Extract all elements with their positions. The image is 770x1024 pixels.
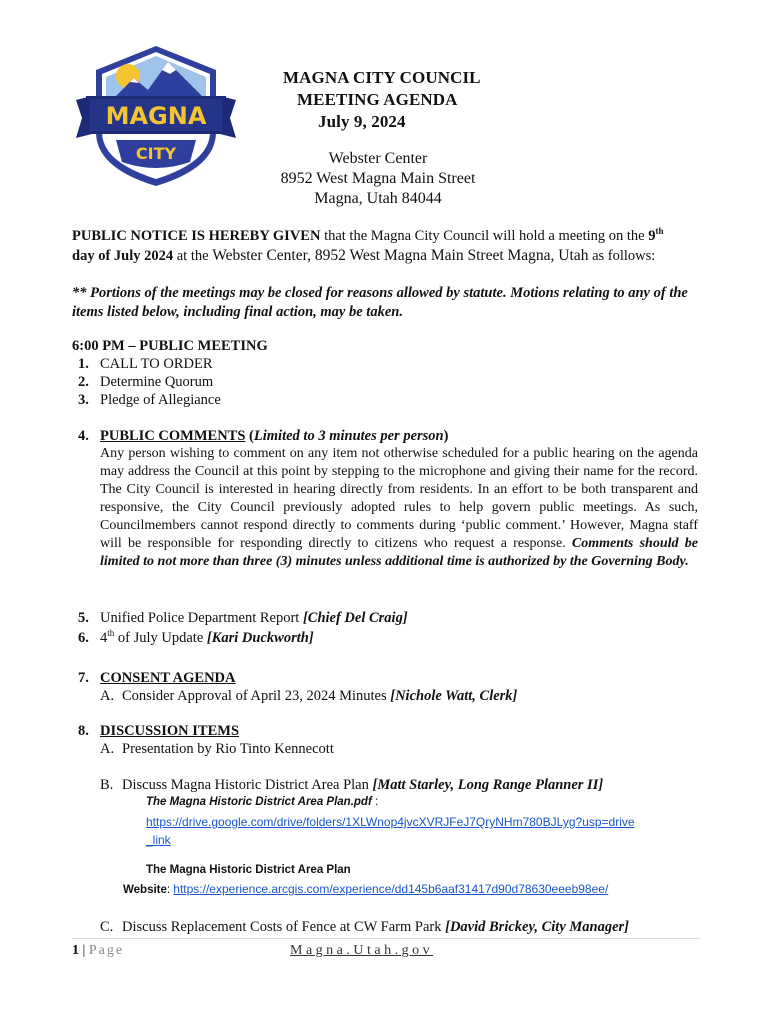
sub-label: Discuss Replacement Costs of Fence at CW Farm Park: [122, 919, 446, 935]
logo-word: MAGNA: [105, 102, 207, 130]
notice-day-suffix: th: [655, 226, 664, 237]
pdf-doc-label: [146, 796, 378, 808]
page-separator: |: [79, 943, 89, 958]
closed-session-disclaimer: ** Portions of the meetings may be closed for reasons allowed by statute. Motions relating to any of the items listed below, including final action, may be taken.: [72, 285, 688, 320]
sub-presenter: [Matt Starley, Long Range Planner II]: [372, 777, 604, 793]
notice-text-2: at the: [173, 248, 213, 264]
consent-item-a: [100, 687, 517, 705]
footer-website[interactable]: Magna.Utah.gov: [290, 943, 434, 958]
website-doc-label: The Magna Historic District Area Plan: [146, 864, 351, 876]
public-comments-text: Any person wishing to comment on any item not otherwise scheduled for a public hearing on the agenda may address the Council at this point by stepping to the microphone and giving their name for the record. The City Council is interested in hearing directly from residents. In an effort to be both transparent and responsive, the City Council previously adopted rules to help govern public meetings. As such, Councilmembers cannot respond directly to comments during ‘public comment.’ However, Magna staff will be responsible for responding directly to citizens who request a response.: [100, 446, 698, 551]
notice-venue: Webster Center, 8952 West Magna Main Street Magna, Utah: [212, 247, 589, 264]
pdf-drive-link[interactable]: https://drive.google.com/drive/folders/1XLWnop4jvcXVRJFeJ7QryNHm780BJLyg?usp=drive: [146, 815, 635, 829]
agenda-item-8: [78, 722, 239, 740]
sub-presenter: [David Brickey, City Manager]: [445, 919, 630, 935]
public-comments-emphasis: Comments should be limited to not more than three (3) minutes unless additional time is authorized by the Governing Body.: [100, 536, 698, 569]
pdf-label-colon: :: [371, 796, 379, 808]
item-number: 1.: [78, 356, 89, 372]
sub-letter: A.: [100, 688, 115, 704]
meeting-heading: 6:00 PM – PUBLIC MEETING: [72, 338, 268, 354]
notice-lead: PUBLIC NOTICE IS HEREBY GIVEN: [72, 228, 321, 244]
arcgis-website-link[interactable]: https://experience.arcgis.com/experience/dd145b6aaf31417d90d78630eeeb98ee/: [173, 882, 609, 896]
magna-city-logo: [72, 40, 240, 190]
sub-label: Presentation by Rio Tinto Kennecott: [122, 741, 334, 757]
item-number: 3.: [78, 392, 89, 408]
notice-day-rest: day of July 2024: [72, 248, 174, 264]
page-number: 1: [72, 943, 79, 958]
logo-sub: CITY: [135, 144, 177, 163]
page-indicator: [72, 943, 124, 959]
item-number: 6.: [78, 630, 89, 646]
discussion-item-a: [100, 740, 334, 758]
sub-label: Consider Approval of April 23, 2024 Minutes: [122, 688, 391, 704]
item-label: Pledge of Allegiance: [100, 392, 221, 408]
item-number: 7.: [78, 670, 89, 686]
item-label: Determine Quorum: [100, 374, 214, 390]
pdf-drive-link-cont[interactable]: _link: [146, 833, 171, 847]
notice-text-1: that the Magna City Council will hold a meeting on the: [320, 228, 649, 244]
council-title: MAGNA CITY COUNCIL: [283, 68, 481, 87]
item-presenter: [Kari Duckworth]: [206, 630, 314, 646]
item-presenter: [Chief Del Craig]: [302, 610, 408, 626]
agenda-item-3: [78, 391, 221, 409]
website-colon: :: [166, 884, 174, 896]
consent-agenda-title: CONSENT AGENDA: [100, 670, 236, 686]
public-notice: [72, 227, 702, 266]
public-comments-body: [100, 445, 698, 571]
agenda-item-1: [78, 355, 213, 373]
item-number: 4.: [78, 428, 89, 444]
agenda-item-6: [78, 629, 314, 647]
paren-open: (: [245, 428, 254, 444]
item-label: of July Update: [114, 630, 207, 646]
venue-name: Webster Center: [328, 150, 428, 167]
sub-label: Discuss Magna Historic District Area Plan: [122, 777, 373, 793]
agenda-item-2: [78, 373, 213, 391]
venue-street: 8952 West Magna Main Street: [280, 170, 476, 187]
agenda-item-5: [78, 609, 408, 627]
sub-letter: B.: [100, 777, 114, 793]
discussion-items-title: DISCUSSION ITEMS: [100, 723, 240, 739]
sub-letter: A.: [100, 741, 115, 757]
pdf-label-text: The Magna Historic District Area Plan.pdf: [146, 796, 372, 808]
comment-time-limit: Limited to 3 minutes per person: [253, 428, 444, 444]
agenda-title: MEETING AGENDA: [297, 90, 458, 109]
website-label: Website: [123, 884, 167, 896]
pdf-link-block: [146, 813, 635, 849]
notice-text-3: as follows:: [588, 248, 656, 264]
discussion-item-c: [100, 918, 629, 936]
footer-divider: [72, 938, 700, 939]
discussion-item-b: [100, 776, 603, 794]
notice-day-number: 9: [648, 228, 656, 244]
sub-letter: C.: [100, 919, 114, 935]
website-link-row: [123, 880, 608, 898]
item-ordinal-suffix: th: [107, 628, 115, 639]
item-label: CALL TO ORDER: [100, 356, 213, 372]
agenda-item-4: [78, 427, 448, 445]
agenda-item-7: [78, 669, 236, 687]
item-number: 2.: [78, 374, 89, 390]
item-label: Unified Police Department Report: [100, 610, 303, 626]
meeting-date: July 9, 2024: [318, 112, 406, 131]
paren-close: ): [443, 428, 449, 444]
page-word: Page: [88, 943, 125, 958]
sub-presenter: [Nichole Watt, Clerk]: [390, 688, 518, 704]
item-ordinal: 4: [100, 630, 108, 646]
item-number: 8.: [78, 723, 89, 739]
item-number: 5.: [78, 610, 89, 626]
public-comments-title: PUBLIC COMMENTS: [100, 428, 246, 444]
venue-city: Magna, Utah 84044: [314, 190, 442, 207]
